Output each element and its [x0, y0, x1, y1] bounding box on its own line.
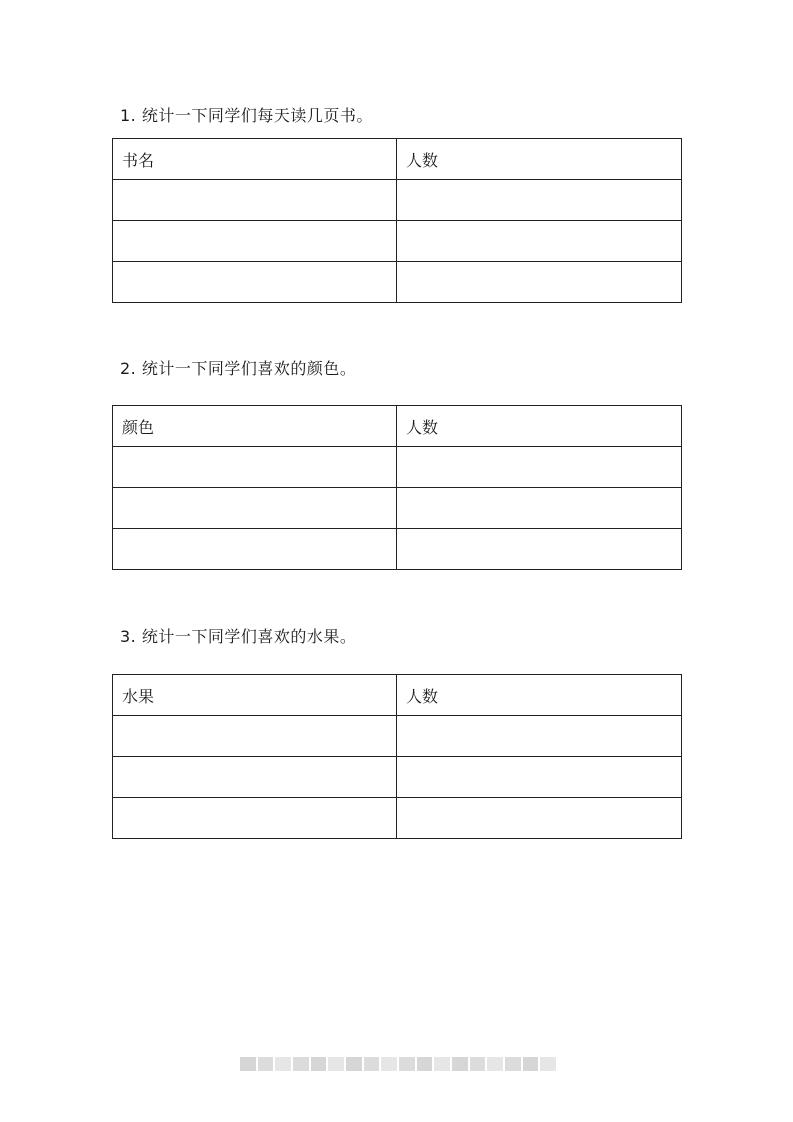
table-row	[113, 757, 682, 798]
table-cell[interactable]	[113, 447, 397, 488]
table-cell[interactable]	[397, 488, 682, 529]
table-header-row	[113, 406, 682, 447]
table-books	[112, 138, 682, 303]
blurred-footer-watermark	[240, 1057, 556, 1071]
header-cell-count: 人数	[397, 406, 682, 447]
table-cell[interactable]	[113, 529, 397, 570]
header-cell-color: 颜色	[113, 406, 397, 447]
table-row	[113, 488, 682, 529]
table-cell[interactable]	[397, 716, 682, 757]
table-cell[interactable]	[397, 180, 682, 221]
table-cell[interactable]	[113, 757, 397, 798]
table-cell[interactable]	[397, 221, 682, 262]
table-cell[interactable]	[113, 716, 397, 757]
header-cell-count: 人数	[397, 139, 682, 180]
table-row	[113, 262, 682, 303]
table-row	[113, 221, 682, 262]
table-cell[interactable]	[397, 262, 682, 303]
table-row	[113, 447, 682, 488]
question-2: 2. 统计一下同学们喜欢的颜色。	[120, 359, 357, 378]
table-cell[interactable]	[113, 798, 397, 839]
table-fruits	[112, 674, 682, 839]
table-row	[113, 529, 682, 570]
table-cell[interactable]	[397, 798, 682, 839]
question-3: 3. 统计一下同学们喜欢的水果。	[120, 627, 357, 646]
table-colors	[112, 405, 682, 570]
table-header-row	[113, 675, 682, 716]
table-cell[interactable]	[397, 529, 682, 570]
table-row	[113, 798, 682, 839]
table-cell[interactable]	[113, 262, 397, 303]
table-cell[interactable]	[113, 180, 397, 221]
table-row	[113, 180, 682, 221]
header-cell-fruit: 水果	[113, 675, 397, 716]
header-cell-book-name: 书名	[113, 139, 397, 180]
question-1: 1. 统计一下同学们每天读几页书。	[120, 106, 373, 125]
table-cell[interactable]	[397, 447, 682, 488]
table-cell[interactable]	[113, 221, 397, 262]
table-cell[interactable]	[113, 488, 397, 529]
table-row	[113, 716, 682, 757]
table-header-row	[113, 139, 682, 180]
table-cell[interactable]	[397, 757, 682, 798]
header-cell-count: 人数	[397, 675, 682, 716]
